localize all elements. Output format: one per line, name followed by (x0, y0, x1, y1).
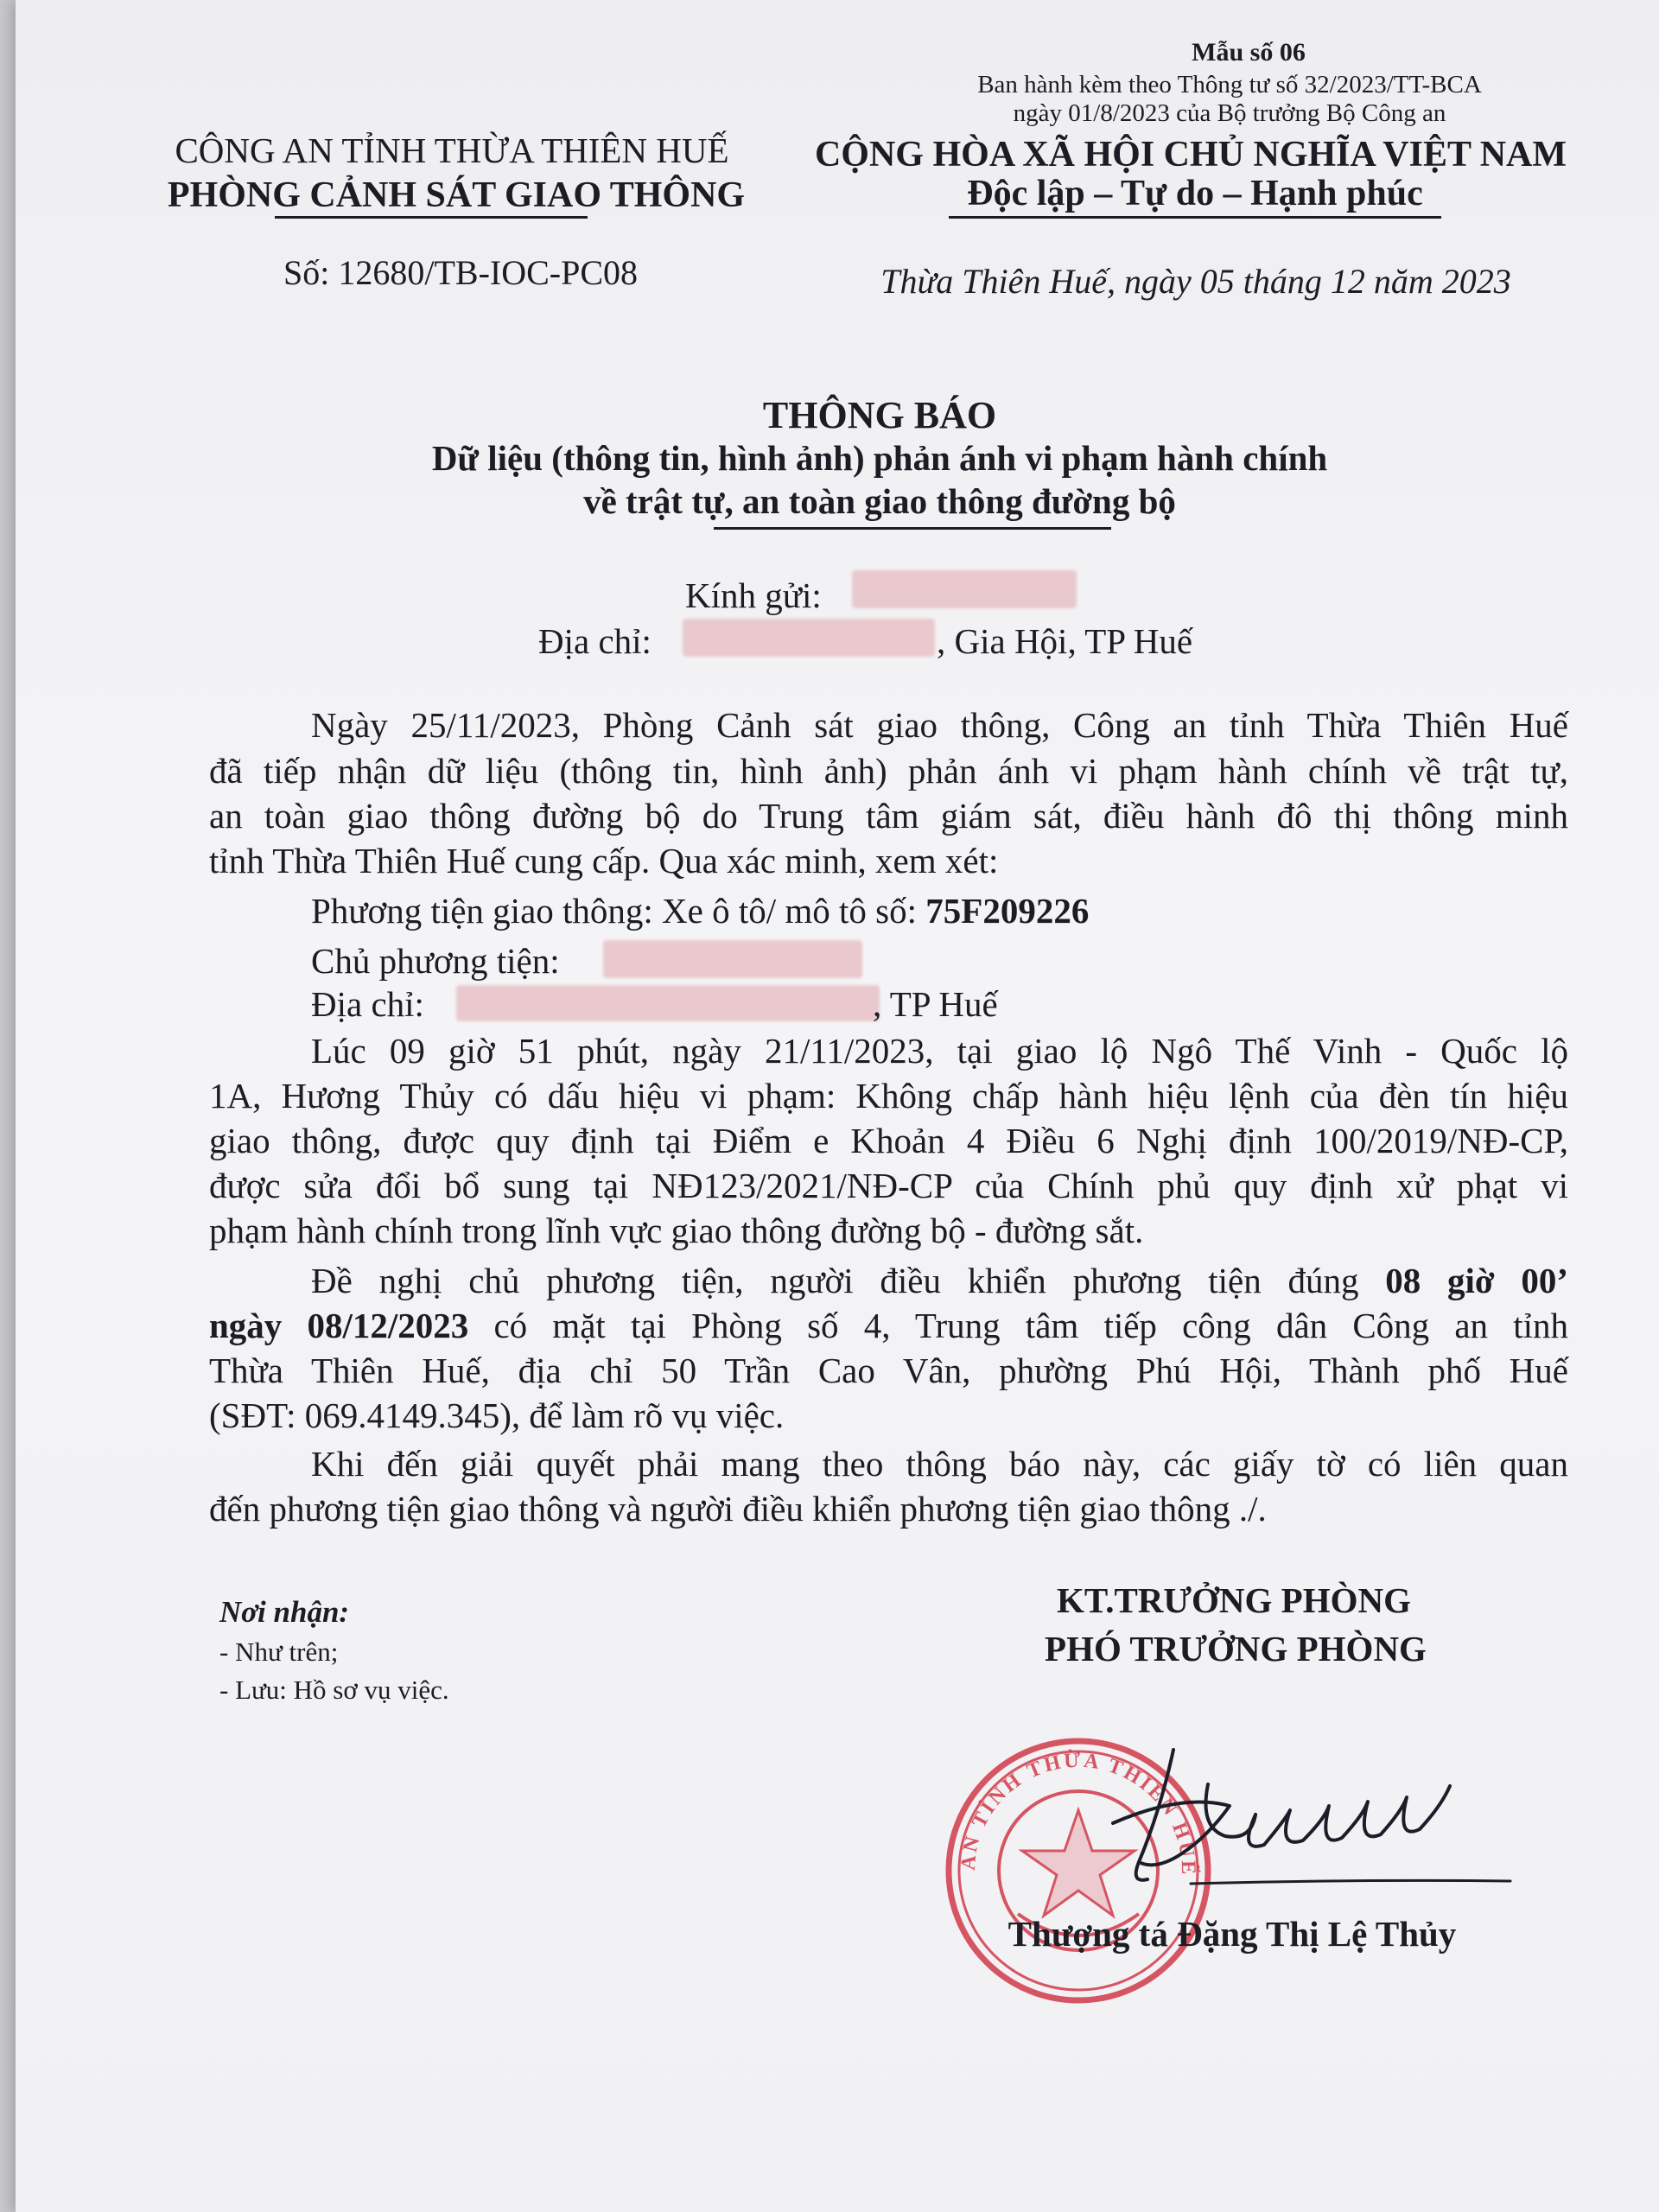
body-p3-line1 (311, 1260, 1568, 1301)
handwritten-signature (1078, 1732, 1528, 1905)
redacted-recipient-name (852, 570, 1077, 608)
form-number: Mẫu số 06 (1192, 38, 1306, 67)
document-number: Số: 12680/TB-IOC-PC08 (283, 253, 639, 292)
recipients-label: Nơi nhận: (219, 1595, 350, 1629)
body-p2-line5: phạm hành chính trong lĩnh vực giao thông đường bộ - đường sắt. (209, 1211, 1144, 1250)
department-name: PHÒNG CẢNH SÁT GIAO THÔNG (167, 175, 746, 215)
seal-text: AN TỈNH THỪA THIÊN HUẾ (957, 1749, 1200, 1878)
body-p2-line2: 1A, Hương Thủy có dấu hiệu vi phạm: Không chấp hành hiệu lệnh của đèn tín hiệu (209, 1076, 1568, 1116)
body-p2-line1: Lúc 09 giờ 51 phút, ngày 21/11/2023, tại giao lộ Ngô Thế Vinh - Quốc lộ (311, 1031, 1568, 1071)
body-p4-line2: đến phương tiện giao thông và người điều khiển phương tiện giao thông ./. (209, 1489, 1267, 1529)
document-page (16, 0, 1659, 2212)
motto: Độc lập – Tự do – Hạnh phúc (967, 174, 1423, 213)
body-p3-line4: (SĐT: 069.4149.345), để làm rõ vụ việc. (209, 1395, 785, 1435)
signer-name: Thượng tá Đặng Thị Lệ Thủy (1007, 1914, 1457, 1954)
owner-label: Chủ phương tiện: (311, 941, 560, 981)
redacted-owner-name (603, 940, 862, 978)
recipients-item-1: - Như trên; (219, 1637, 339, 1667)
p3-text-2: có mặt tại Phòng số 4, Trung tâm tiếp công dân Công an tỉnh (493, 1306, 1568, 1345)
department-underline (275, 216, 588, 219)
recipient-address-suffix: , Gia Hội, TP Huế (937, 621, 1193, 661)
recipients-item-2: - Lưu: Hồ sơ vụ việc. (219, 1675, 449, 1705)
owner-address-suffix: , TP Huế (873, 984, 998, 1024)
motto-underline (949, 216, 1441, 219)
body-p2-line3: giao thông, được quy định tại Điểm e Khoản 4 Điều 6 Nghị định 100/2019/NĐ-CP, (209, 1121, 1568, 1160)
owner-address-label: Địa chỉ: (311, 984, 424, 1024)
notice-subtitle-1: Dữ liệu (thông tin, hình ảnh) phản ánh vi phạm hành chính (431, 438, 1328, 478)
form-issued-line1: Ban hành kèm theo Thông tư số 32/2023/TT-BCA (977, 71, 1482, 99)
notice-title: THÔNG BÁO (762, 394, 997, 436)
form-issued-line2: ngày 01/8/2023 của Bộ trưởng Bộ Công an (1013, 99, 1446, 127)
body-p1-line1: Ngày 25/11/2023, Phòng Cảnh sát giao thông, Công an tỉnh Thừa Thiên Huế (311, 705, 1568, 745)
body-p2-line4: được sửa đổi bổ sung tại NĐ123/2021/NĐ-CP của Chính phủ quy định xử phạt vi (209, 1166, 1568, 1205)
redacted-recipient-address (683, 619, 935, 657)
appointment-time: 08 giờ 00’ (1385, 1261, 1568, 1300)
agency-name: CÔNG AN TỈNH THỪA THIÊN HUẾ (175, 130, 729, 170)
body-p3-line3: Thừa Thiên Huế, địa chỉ 50 Trần Cao Vân, phường Phú Hội, Thành phố Huế (209, 1351, 1568, 1390)
body-p4-line1: Khi đến giải quyết phải mang theo thông báo này, các giấy tờ có liên quan (311, 1444, 1568, 1484)
country-name: CỘNG HÒA XÃ HỘI CHỦ NGHĨA VIỆT NAM (814, 135, 1567, 175)
redacted-owner-address (456, 985, 880, 1021)
recipient-address-label: Địa chỉ: (538, 621, 652, 661)
body-p3-line2 (209, 1305, 1568, 1346)
body-p1-line2: đã tiếp nhận dữ liệu (thông tin, hình ảnh) phản ánh vi phạm hành chính về trật tự, (209, 751, 1568, 791)
vehicle-label: Phương tiện giao thông: Xe ô tô/ mô tô số: (311, 891, 918, 931)
title-underline (714, 527, 1111, 530)
date-place: Thừa Thiên Huế, ngày 05 tháng 12 năm 2023 (880, 262, 1511, 301)
notice-subtitle-2: về trật tự, an toàn giao thông đường bộ (583, 481, 1176, 521)
recipient-label: Kính gửi: (685, 575, 822, 615)
signature-title-2: PHÓ TRƯỞNG PHÒNG (1045, 1629, 1427, 1669)
vehicle-plate: 75F209226 (925, 891, 1090, 931)
body-p1-line4: tỉnh Thừa Thiên Huế cung cấp. Qua xác minh, xem xét: (209, 841, 999, 880)
signature-title-1: KT.TRƯỞNG PHÒNG (1057, 1580, 1411, 1620)
appointment-date: ngày 08/12/2023 (209, 1306, 469, 1345)
vehicle-label-row (311, 890, 1089, 931)
body-p1-line3: an toàn giao thông đường bộ do Trung tâm giám sát, điều hành đô thị thông minh (209, 796, 1568, 836)
p3-text-1: Đề nghị chủ phương tiện, người điều khiển phương tiện đúng (311, 1261, 1359, 1300)
